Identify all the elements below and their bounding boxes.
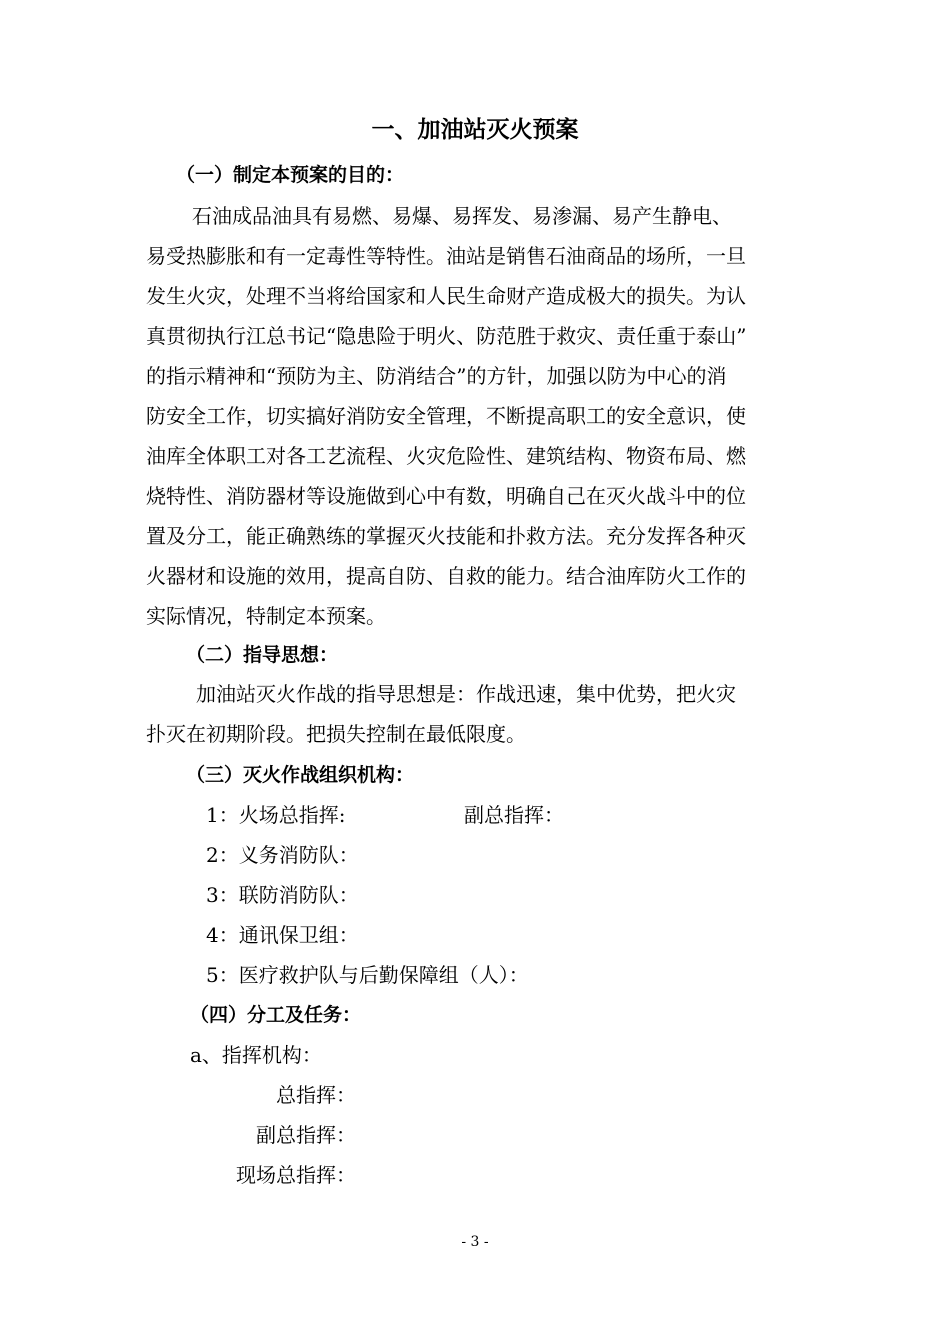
paragraph-line: 真贯彻执行江总书记“隐患险于明火、防范胜于救灾、责任重于泰山” <box>146 324 747 348</box>
paragraph-line: 油库全体职工对各工艺流程、火灾危险性、建筑结构、物资布局、燃 <box>146 444 746 468</box>
section-heading-division-of-tasks: （四）分工及任务： <box>190 1004 362 1026</box>
paragraph-line: 加油站灭火作战的指导思想是：作战迅速，集中优势，把火灾 <box>196 682 736 706</box>
paragraph-line: 发生火灾，处理不当将给国家和人民生命财产造成极大的损失。为认 <box>146 284 746 308</box>
role-deputy-commander: 副总指挥： <box>256 1123 356 1147</box>
section-heading-purpose: （一）制定本预案的目的： <box>176 164 405 186</box>
org-item-deputy-commander: 副总指挥： <box>464 803 564 827</box>
section-body-guiding-thought <box>146 674 820 754</box>
org-item-communication-security: 4：通讯保卫组： <box>206 923 359 947</box>
paragraph-line: 防安全工作，切实搞好消防安全管理，不断提高职工的安全意识，使 <box>146 404 746 428</box>
role-commander: 总指挥： <box>276 1083 356 1107</box>
paragraph-line: 的指示精神和“预防为主、防消结合”的方针，加强以防为中心的消 <box>146 364 727 388</box>
paragraph-line: 火器材和设施的效用，提高自防、自救的能力。结合油库防火工作的 <box>146 564 746 588</box>
sub-heading-command: a、指挥机构： <box>190 1043 322 1067</box>
paragraph-line: 扑灭在初期阶段。把损失控制在最低限度。 <box>146 722 526 746</box>
paragraph-line: 易受热膨胀和有一定毒性等特性。油站是销售石油商品的场所，一旦 <box>146 244 746 268</box>
paragraph-line: 置及分工，能正确熟练的掌握灭火技能和扑救方法。充分发挥各种灭 <box>146 524 746 548</box>
paragraph-line: 实际情况，特制定本预案。 <box>146 604 386 628</box>
paragraph-line: 石油成品油具有易燃、易爆、易挥发、易渗漏、易产生静电、 <box>192 204 732 228</box>
paragraph-line: 烧特性、消防器材等设施做到心中有数，明确自己在灭火战斗中的位 <box>146 484 746 508</box>
org-item-commander: 1：火场总指挥: <box>206 803 346 827</box>
section-body-purpose <box>146 196 820 636</box>
org-item-medical-logistics: 5：医疗救护队与后勤保障组（人）： <box>206 963 529 987</box>
org-item-volunteer-fire-team: 2：义务消防队： <box>206 843 359 867</box>
section-heading-organization: （三）灭火作战组织机构： <box>186 764 415 786</box>
role-site-commander: 现场总指挥： <box>236 1163 356 1187</box>
org-item-joint-fire-team: 3：联防消防队： <box>206 883 359 907</box>
document-title: 一、加油站灭火预案 <box>371 117 579 143</box>
section-heading-guiding-thought: （二）指导思想： <box>186 644 339 666</box>
page-number: - 3 - <box>461 1234 489 1250</box>
